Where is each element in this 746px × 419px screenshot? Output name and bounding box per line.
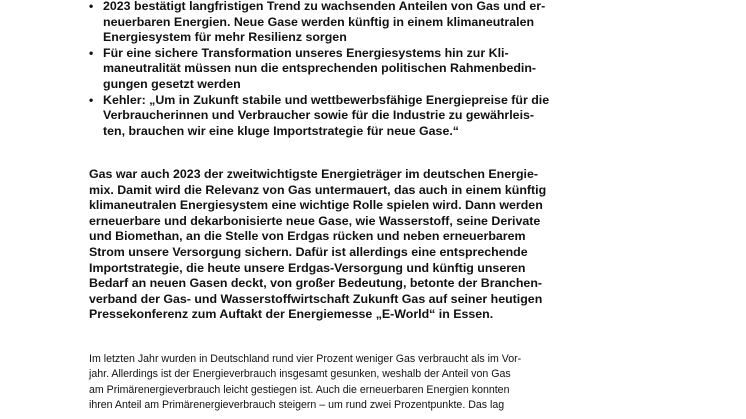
text-line: mix. Damit wird die Relevanz von Gas untermauert, das auch in einem künftig [89,182,547,197]
lead-paragraph [89,167,589,323]
text-line: maneutralität müssen nun die entsprechenden politischen Rahmenbedin- [103,61,537,76]
bullet-item-1 [89,0,589,46]
text-line: Energiesystem für mehr Resilienz sorgen [103,30,347,45]
bullet-marker: • [89,0,94,13]
text-line: verband der Gas- und Wasserstoffwirtschaft Zukunft Gas auf seiner heutigen [89,291,543,306]
text-line: Für eine sichere Transformation unseres Energiesystems hin zur Kli- [103,45,509,60]
text-line: Importstrategie, die heute unsere Erdgas-Versorgung und künftig unseren [89,260,526,275]
text-line: 2023 bestätigt langfristigen Trend zu wachsenden Anteilen von Gas und er- [103,0,546,13]
text-line: Gas war auch 2023 der zweitwichtigste Energieträger im deutschen Energie- [89,167,538,181]
text-line: am Primärenergieverbrauch leicht gestiegen ist. Auch die erneuerbaren Energien konnten [89,383,510,396]
text-line: jahr. Allerdings ist der Energieverbrauch insgesamt gesunken, weshalb der Anteil von Gas [89,368,511,381]
text-line: erneuerbare und dekarbonisierte neue Gase, wie Wasserstoff, seine Derivate [89,213,541,228]
text-line: und Biomethan, an die Stelle von Erdgas rücken und neben erneuerbarem [89,229,526,244]
bullet-item-2 [89,46,589,93]
text-line: Pressekonferenz zum Auftakt der Energiemesse „E-World“ in Essen. [89,307,494,322]
text-line: ihren Anteil am Primärenergieverbrauch steigern – um rund zwei Prozentpunkte. Das lag [89,398,505,411]
bullet-marker: • [89,45,94,60]
bullet-marker: • [89,92,94,107]
body-paragraph [89,352,589,413]
bullet-item-3 [89,93,589,140]
text-line: klimaneutralen Energiesystem eine wichtige Rolle spielen wird. Dann werden [89,198,543,213]
text-line: Kehler: „Um in Zukunft stabile und wettbewerbsfähige Energiepreise für die [103,92,550,107]
text-line: gungen gesetzt werden [103,76,241,91]
text-line: Bedarf an neuen Gasen deckt, von großer Bedeutung, betonte der Branchen- [89,276,543,291]
text-line: neuerbaren Energien. Neue Gase werden künftig in einem klimaneutralen [103,14,535,29]
text-line: Im letzten Jahr wurden in Deutschland rund vier Prozent weniger Gas verbraucht als im Vor- [89,353,522,365]
summary-bullet-list [89,0,589,139]
text-line: Verbraucherinnen und Verbraucher sowie für die Industrie zu gewährleis- [103,108,535,123]
text-line: ten, brauchen wir eine kluge Importstrategie für neue Gase.“ [103,123,459,138]
text-line: Strom unsere Versorgung sichern. Dafür ist allerdings eine entsprechende [89,244,528,259]
